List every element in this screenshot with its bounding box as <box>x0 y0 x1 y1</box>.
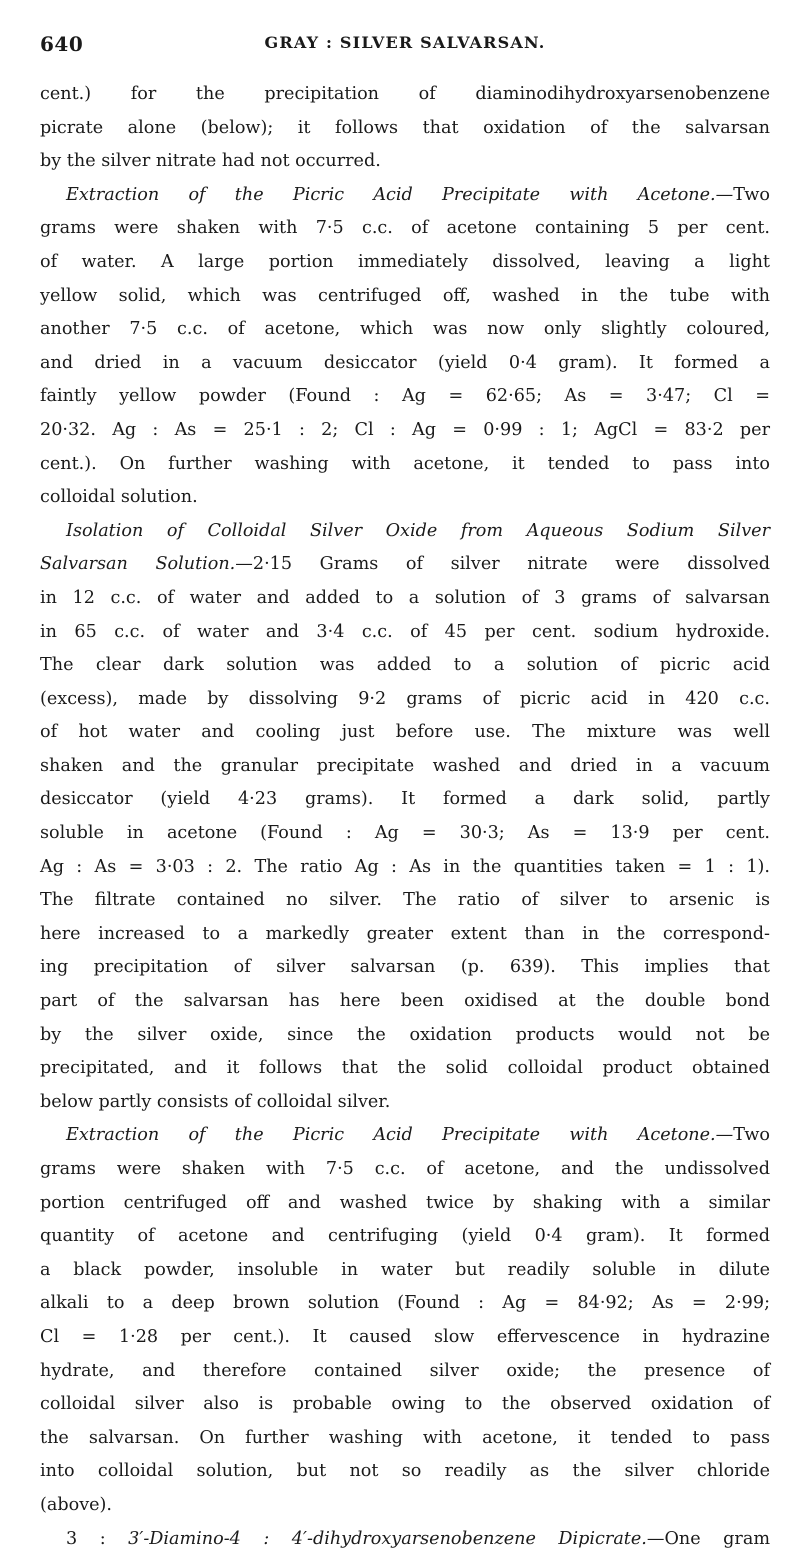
section-heading: Salvarsan Solution. <box>40 554 236 575</box>
text-line: the salvarsan. On further washing with acetone, it tended to pass <box>40 1427 770 1448</box>
text-line: a black powder, insoluble in water but readily soluble in dilute <box>40 1259 770 1280</box>
page-number: 640 <box>40 32 84 56</box>
section-heading: 3′-Diamino-4 : 4′-dihydroxyarsenobenzene Dipicrate. <box>128 1528 647 1549</box>
text-line: colloidal silver also is probable owing to the observed oxidation of <box>40 1394 770 1415</box>
text-line: desiccator (yield 4·23 grams). It formed a dark solid, partly <box>40 789 770 810</box>
text-line: and dried in a vacuum desiccator (yield 0·4 gram). It formed a <box>40 352 770 373</box>
text-line-heading: Salvarsan Solution.—2·15 Grams of silver nitrate were dissolved <box>40 554 770 575</box>
text-line: precipitated, and it follows that the solid colloidal product obtained <box>40 1058 770 1079</box>
text-line: by the silver nitrate had not occurred. <box>40 151 381 172</box>
text-line: shaken and the granular precipitate washed and dried in a vacuum <box>40 755 770 776</box>
text-line: into colloidal solution, but not so readily as the silver chloride <box>40 1461 770 1482</box>
running-title: GRAY : SILVER SALVARSAN. <box>264 33 546 52</box>
text-line: in 12 c.c. of water and added to a solution of 3 grams of salvarsan <box>40 587 770 608</box>
text-line: in 65 c.c. of water and 3·4 c.c. of 45 per cent. sodium hydroxide. <box>40 621 770 642</box>
text-line: soluble in acetone (Found : Ag = 30·3; As = 13·9 per cent. <box>40 823 770 844</box>
text-line: by the silver oxide, since the oxidation products would not be <box>40 1024 770 1045</box>
text-line-heading: Extraction of the Picric Acid Precipitate with Acetone.—Two <box>66 1125 770 1146</box>
text-line: grams were shaken with 7·5 c.c. of acetone, and the undissolved <box>40 1159 770 1179</box>
text-line: cent.). On further washing with acetone, it tended to pass into <box>40 453 770 474</box>
text-line: Cl = 1·28 per cent.). It caused slow effervescence in hydrazine <box>40 1326 770 1347</box>
text-line: (excess), made by dissolving 9·2 grams of picric acid in 420 c.c. <box>40 688 770 709</box>
text-line: yellow solid, which was centrifuged off, washed in the tube with <box>40 285 770 306</box>
text-line: part of the salvarsan has here been oxidised at the double bond <box>40 991 770 1012</box>
text-line-heading <box>40 515 770 549</box>
text-line: grams were shaken with 7·5 c.c. of acetone containing 5 per cent. <box>40 218 770 239</box>
text-line-heading: Extraction of the Picric Acid Precipitate with Acetone.—Two <box>66 184 770 205</box>
text-line: portion centrifuged off and washed twice by shaking with a similar <box>40 1192 770 1213</box>
text-line: hydrate, and therefore contained silver oxide; the presence of <box>40 1360 770 1381</box>
text-line: (above). <box>40 1494 113 1515</box>
text-line: quantity of acetone and centrifuging (yield 0·4 gram). It formed <box>40 1226 770 1247</box>
text-line-heading: 3 : 3′-Diamino-4 : 4′-dihydroxyarsenobenzene Dipicrate.—One gram <box>66 1528 771 1549</box>
section-heading: Extraction of the Picric Acid Precipitate with Acetone. <box>66 1125 716 1146</box>
text-line: picrate alone (below); it follows that oxidation of the salvarsan <box>40 117 770 138</box>
text-line: 20·32. Ag : As = 25·1 : 2; Cl : Ag = 0·99 : 1; AgCl = 83·2 per <box>40 419 770 440</box>
text-line: The filtrate contained no silver. The ratio of silver to arsenic is <box>40 890 770 911</box>
text-line: colloidal solution. <box>40 487 198 508</box>
section-heading: Isolation of Colloidal Silver Oxide from Aqueous Sodium Silver <box>66 520 770 541</box>
text-line: alkali to a deep brown solution (Found : Ag = 84·92; As = 2·99; <box>40 1293 770 1314</box>
text-line: below partly consists of colloidal silver. <box>40 1091 391 1112</box>
section-heading: Extraction of the Picric Acid Precipitate with Acetone. <box>66 184 716 205</box>
text-line: here increased to a markedly greater extent than in the correspond- <box>40 923 770 944</box>
text-line: The clear dark solution was added to a solution of picric acid <box>40 655 770 676</box>
text-line: Ag : As = 3·03 : 2. The ratio Ag : As in the quantities taken = 1 : 1). <box>40 856 770 877</box>
text-line: cent.) for the precipitation of diaminodihydroxyarsenobenzene <box>40 84 770 104</box>
text-line: another 7·5 c.c. of acetone, which was now only slightly coloured, <box>40 319 770 340</box>
text-line: faintly yellow powder (Found : Ag = 62·65; As = 3·47; Cl = <box>40 386 770 407</box>
text-line: of hot water and cooling just before use. The mixture was well <box>40 722 770 743</box>
text-line: ing precipitation of silver salvarsan (p. 639). This implies that <box>40 957 770 978</box>
body-text <box>40 78 770 1556</box>
page-header <box>40 32 770 62</box>
text-line: of water. A large portion immediately dissolved, leaving a light <box>40 251 770 272</box>
